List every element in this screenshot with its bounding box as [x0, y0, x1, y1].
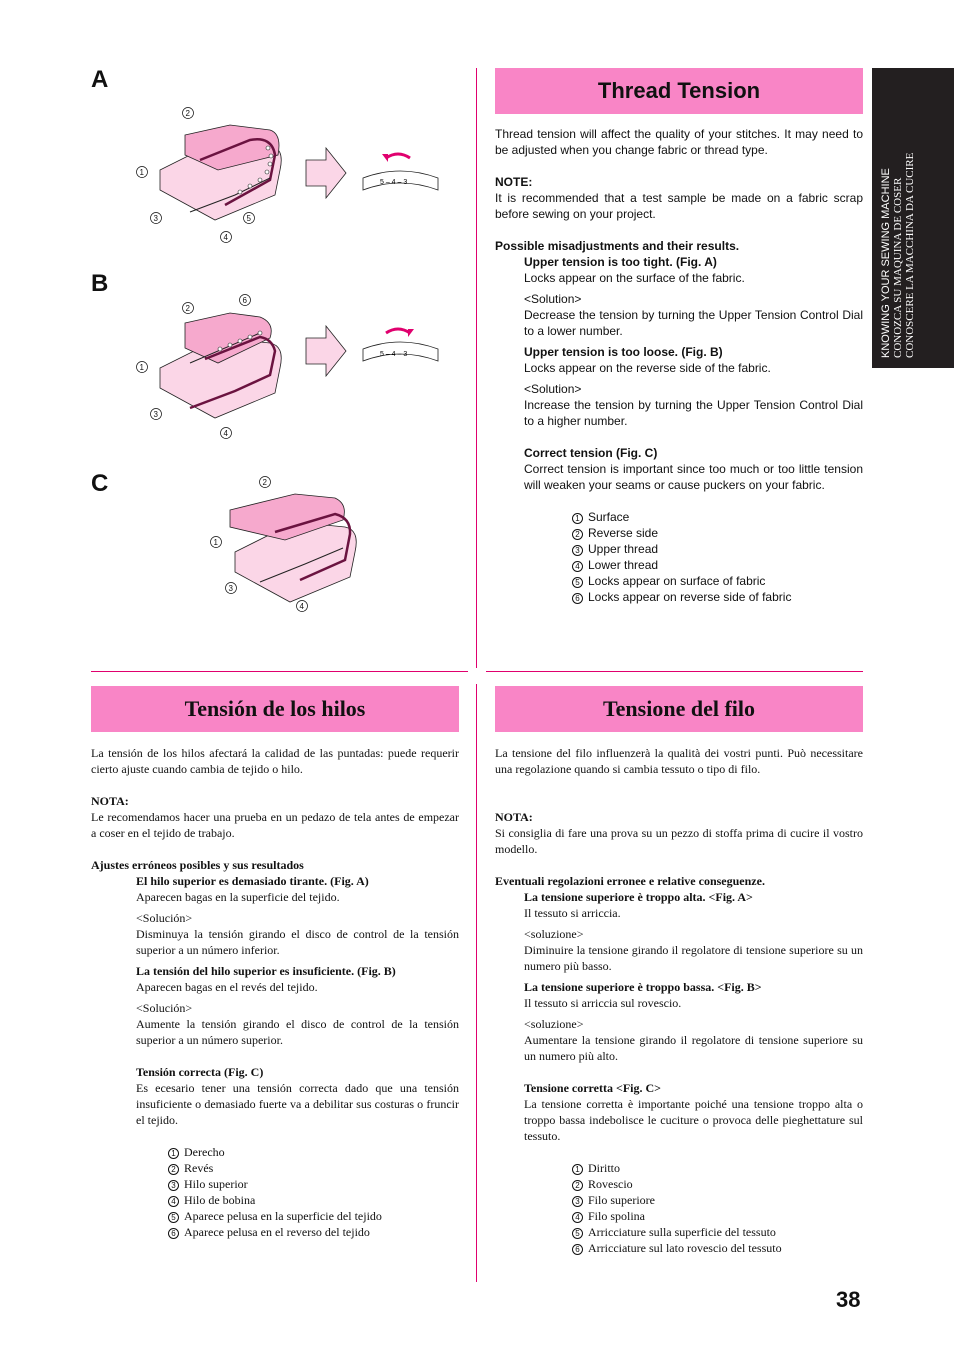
- page-number: 38: [836, 1287, 861, 1312]
- legend-item: Locks appear on reverse side of fabric: [588, 590, 792, 604]
- legend-item: Upper thread: [588, 542, 659, 556]
- legend-item: Filo superiore: [588, 1193, 655, 1207]
- italian-solution-label: <soluzione>: [524, 1017, 584, 1031]
- english-note-heading: NOTE:: [495, 175, 533, 189]
- legend-item: Aparece pelusa en el reverso del tejido: [184, 1225, 370, 1239]
- spanish-solution-label: <Solución>: [136, 911, 193, 925]
- english-intro: Thread tension will affect the quality of your stitches. It may need to be adjusted when you change fabric or thread type.: [495, 127, 863, 157]
- italian-tight-result: Il tessuto si arriccia.: [524, 906, 621, 920]
- legend-number-1: 1: [572, 513, 583, 524]
- legend-item: Diritto: [588, 1161, 620, 1175]
- spanish-intro: La tensión de los hilos afectará la calidad de las puntadas: puede requerir cierto ajuste cuando cambia de tejido o hilo.: [91, 746, 459, 776]
- legend-number-4: 4: [572, 561, 583, 572]
- column-divider-top: [476, 68, 477, 668]
- spanish-title-banner: [91, 686, 459, 732]
- chapter-tab: [872, 68, 954, 368]
- english-tight-heading: Upper tension is too tight. (Fig. A): [524, 255, 717, 269]
- legend-item: Locks appear on surface of fabric: [588, 574, 766, 588]
- figure-c-label-1: 1: [213, 538, 218, 547]
- legend-number-4: 4: [572, 1212, 583, 1223]
- legend-item: Rovescio: [588, 1177, 633, 1191]
- figure-b-letter: B: [91, 270, 109, 297]
- spanish-loose-heading: La tensión del hilo superior es insuficiente. (Fig. B): [136, 964, 396, 978]
- spanish-correct-text: Es ecesario tener una tensión correcta dado que una tensión insuficiente o demasiado fuerte va a debilitar sus costuras o fruncir el tejido.: [136, 1081, 459, 1127]
- figure-a-label-5: 5: [246, 214, 251, 223]
- figure-b-label-4: 4: [223, 429, 228, 438]
- figure-a-label-1: 1: [139, 168, 144, 177]
- figure-c-label-4: 4: [299, 602, 304, 611]
- italian-tight-heading: La tensione superiore è troppo alta. <Fig. A>: [524, 890, 753, 904]
- figure-b-label-3: 3: [153, 410, 158, 419]
- figure-c-label-2: 2: [262, 478, 267, 487]
- legend-number-3: 3: [572, 545, 583, 556]
- spanish-section: [91, 745, 459, 1240]
- legend-item: Derecho: [184, 1145, 225, 1159]
- figure-a-label-2: 2: [185, 109, 190, 118]
- legend-item: Surface: [588, 510, 630, 524]
- figure-a-label-3: 3: [153, 214, 158, 223]
- legend-number-1: 1: [168, 1148, 179, 1159]
- spanish-loose-solution: Aumente la tensión girando el disco de control de la tensión superior a un número superior.: [136, 1017, 459, 1047]
- legend-number-1: 1: [572, 1164, 583, 1175]
- legend-number-3: 3: [168, 1180, 179, 1191]
- italian-misadj-heading: Eventuali regolazioni erronee e relative conseguenze.: [495, 874, 765, 888]
- spanish-tight-solution: Disminuya la tensión girando el disco de control de la tensión superior a un número inferior.: [136, 927, 459, 957]
- italian-loose-solution: Aumentare la tensione girando il regolatore di tensione superiore su un numero più alto.: [524, 1033, 863, 1063]
- english-legend: [495, 509, 863, 605]
- spanish-misadj-heading: Ajustes erróneos posibles y sus resultados: [91, 858, 304, 872]
- english-misadj-heading: Possible misadjustments and their results.: [495, 239, 740, 253]
- legend-number-6: 6: [572, 593, 583, 604]
- legend-number-5: 5: [168, 1212, 179, 1223]
- english-loose-solution: Increase the tension by turning the Upper Tension Control Dial to a higher number.: [524, 398, 863, 428]
- english-title-banner: [495, 68, 863, 114]
- italian-note-heading: NOTA:: [495, 810, 533, 824]
- english-section: [495, 126, 863, 605]
- legend-number-2: 2: [168, 1164, 179, 1175]
- figure-b-label-2: 2: [185, 304, 190, 313]
- english-title: Thread Tension: [597, 78, 761, 103]
- arrow-right-icon: [306, 148, 346, 198]
- english-tight-result: Locks appear on the surface of the fabric.: [524, 271, 745, 285]
- italian-intro: La tensione del filo influenzerà la qualità dei vostri punti. Può necessitare una regolazione quando si cambia tessuto o tipo di filo.: [495, 746, 863, 776]
- legend-number-6: 6: [168, 1228, 179, 1239]
- figure-b-label-1: 1: [139, 363, 144, 372]
- legend-number-2: 2: [572, 1180, 583, 1191]
- legend-item: Filo spolina: [588, 1209, 646, 1223]
- italian-note-text: Si consiglia di fare una prova su un pezzo di stoffa prima di cucire il vostro modello.: [495, 826, 863, 856]
- italian-legend: [495, 1160, 863, 1256]
- legend-item: Aparece pelusa en la superficie del tejido: [184, 1209, 382, 1223]
- chapter-tab-english: KNOWING YOUR SEWING MACHINE: [880, 168, 892, 358]
- figure-b-dial-numbers: 5 – 4 – 3: [380, 351, 408, 358]
- legend-item: Hilo superior: [184, 1177, 248, 1191]
- figure-b-label-6: 6: [242, 296, 247, 305]
- figure-a-dial-numbers: 5 – 4 – 3: [380, 179, 408, 186]
- italian-solution-label: <soluzione>: [524, 927, 584, 941]
- spanish-legend: [91, 1144, 459, 1240]
- legend-item: Reverse side: [588, 526, 659, 540]
- english-note-text: It is recommended that a test sample be made on a fabric scrap before sewing on your project.: [495, 191, 863, 221]
- italian-section: [495, 745, 863, 1256]
- figure-c-illustration: [205, 472, 385, 617]
- italian-tight-solution: Diminuire la tensione girando il regolatore di tensione superiore su un numero più basso.: [524, 943, 863, 973]
- italian-correct-heading: Tensione corretta <Fig. C>: [524, 1081, 661, 1095]
- italian-correct-text: La tensione corretta è importante poiché una tensione troppo alta o troppo bassa indebolisce le cuciture o provoca delle pieghettature sul tessuto.: [524, 1097, 863, 1143]
- spanish-correct-heading: Tensión correcta (Fig. C): [136, 1065, 264, 1079]
- italian-title: Tensione del filo: [603, 696, 755, 721]
- legend-number-2: 2: [572, 529, 583, 540]
- english-loose-heading: Upper tension is too loose. (Fig. B): [524, 345, 723, 359]
- english-correct-text: Correct tension is important since too much or too little tension will weaken your seams or cause puckers on your fabric.: [524, 462, 863, 492]
- fabric-layers: [230, 494, 356, 602]
- section-divider-right: [486, 671, 863, 672]
- legend-number-6: 6: [572, 1244, 583, 1255]
- spanish-solution-label: <Solución>: [136, 1001, 193, 1015]
- legend-item: Hilo de bobina: [184, 1193, 256, 1207]
- legend-item: Arricciature sulla superficie del tessuto: [588, 1225, 776, 1239]
- spanish-note-text: Le recomendamos hacer una prueba en un pedazo de tela antes de empezar a coser en el tejido de trabajo.: [91, 810, 459, 840]
- figure-c-label-3: 3: [228, 584, 233, 593]
- figure-a-label-4: 4: [223, 233, 228, 242]
- english-solution-label: <Solution>: [524, 382, 582, 396]
- legend-item: Lower thread: [588, 558, 659, 572]
- italian-loose-heading: La tensione superiore è troppo bassa. <Fig. B>: [524, 980, 762, 994]
- chapter-tab-italian: CONOSCERE LA MACCHINA DA CUCIRE: [904, 152, 916, 358]
- spanish-note-heading: NOTA:: [91, 794, 129, 808]
- english-correct-heading: Correct tension (Fig. C): [524, 446, 658, 460]
- fabric-layers: [160, 313, 281, 418]
- legend-number-4: 4: [168, 1196, 179, 1207]
- legend-item: Revés: [184, 1161, 214, 1175]
- spanish-title: Tensión de los hilos: [184, 696, 366, 721]
- spanish-loose-result: Aparecen bagas en el revés del tejido.: [136, 980, 318, 994]
- figure-a-illustration: [130, 100, 450, 250]
- section-divider-left: [91, 671, 468, 672]
- figure-c-letter: C: [91, 470, 109, 497]
- legend-item: Arricciature sul lato rovescio del tessuto: [588, 1241, 782, 1255]
- spanish-tight-heading: El hilo superior es demasiado tirante. (Fig. A): [136, 874, 369, 888]
- legend-number-5: 5: [572, 1228, 583, 1239]
- tension-dial-icon: [363, 329, 438, 361]
- column-divider-bottom: [476, 684, 477, 1282]
- spanish-tight-result: Aparecen bagas en la superficie del tejido.: [136, 890, 340, 904]
- figure-a-letter: A: [91, 66, 109, 93]
- legend-number-3: 3: [572, 1196, 583, 1207]
- arrow-right-icon: [306, 326, 346, 376]
- figure-b-illustration: [130, 293, 450, 443]
- italian-loose-result: Il tessuto si arriccia sul rovescio.: [524, 996, 682, 1010]
- english-tight-solution: Decrease the tension by turning the Upper Tension Control Dial to a lower number.: [524, 308, 863, 338]
- english-solution-label: <Solution>: [524, 292, 582, 306]
- legend-number-5: 5: [572, 577, 583, 588]
- chapter-tab-text: [880, 153, 916, 358]
- italian-title-banner: [495, 686, 863, 732]
- tension-dial-icon: [363, 154, 438, 190]
- chapter-tab-spanish: CONOZCA SU MAQUINA DE COSER: [892, 177, 904, 358]
- english-loose-result: Locks appear on the reverse side of the fabric.: [524, 361, 771, 375]
